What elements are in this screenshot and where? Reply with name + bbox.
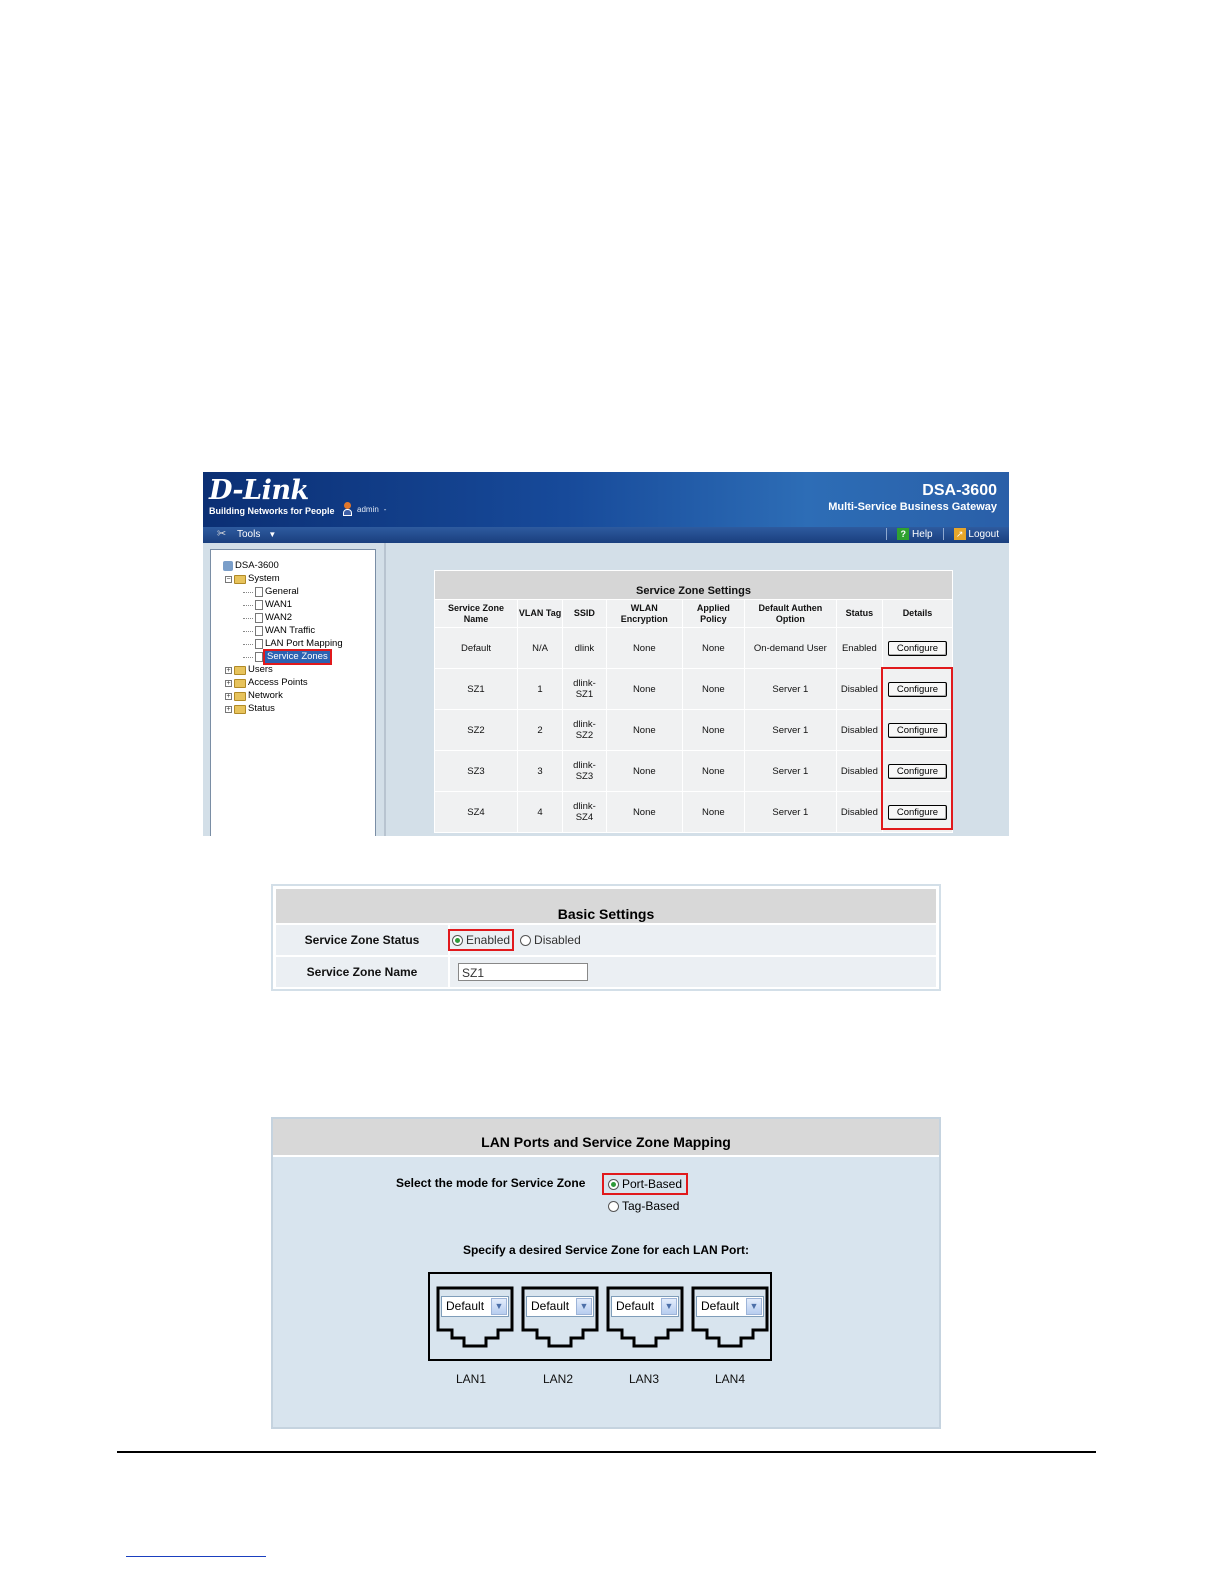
tree-item-label: Network [248,690,283,701]
configure-button[interactable]: Configure [888,723,947,738]
tree-status[interactable] [225,703,275,715]
product-info [828,481,997,514]
column-header: Applied Policy [682,600,744,628]
zone-status: Disabled [836,792,882,833]
lan1-zone-select[interactable] [441,1296,509,1317]
lan3-zone-select[interactable] [611,1296,679,1317]
expand-icon[interactable]: + [226,666,231,674]
name-label: Service Zone Name [276,957,450,987]
chevron-down-icon: ▼ [268,529,277,539]
dlink-logo [209,476,335,516]
zone-name: SZ1 [435,669,518,710]
navigation-tree [210,549,376,836]
wlan-encryption: None [606,751,682,792]
table-caption: Service Zone Settings [435,571,953,600]
zone-name: SZ3 [435,751,518,792]
mode-label: Select the mode for Service Zone [396,1176,586,1190]
lan3-port [606,1286,684,1350]
service-zone-name-row [276,955,936,987]
authen-option: On-demand User [744,628,836,669]
expand-icon[interactable]: + [226,692,231,700]
folder-icon [234,666,246,675]
enabled-option[interactable] [452,933,510,947]
help-link[interactable] [897,528,932,540]
footer-link-underline [126,1556,266,1557]
page-divider [117,1451,1096,1453]
chevron-down-icon: ▼ [746,1298,762,1315]
select-value: Default [531,1299,570,1313]
folder-icon [234,575,246,584]
tree-root[interactable] [223,560,279,572]
tag-based-radio[interactable] [608,1201,619,1212]
tree-root-label: DSA-3600 [235,560,279,571]
lan4-label: LAN4 [714,1372,746,1386]
folder-icon [234,705,246,714]
vlan-tag: N/A [518,628,563,669]
wlan-encryption: None [606,710,682,751]
zone-name: SZ2 [435,710,518,751]
configure-button[interactable]: Configure [888,805,947,820]
vlan-tag: 4 [518,792,563,833]
username: admin [357,504,379,514]
expand-icon[interactable]: + [226,705,231,713]
configure-button[interactable]: Configure [888,764,947,779]
zone-status: Disabled [836,669,882,710]
tree-item-lan-port-mapping[interactable] [241,638,343,650]
chevron-down-icon: ▼ [576,1298,592,1315]
ssid: dlink-SZ2 [563,710,607,751]
applied-policy: None [682,751,744,792]
zone-status: Disabled [836,710,882,751]
ssid: dlink-SZ4 [563,792,607,833]
zone-status: Disabled [836,751,882,792]
authen-option: Server 1 [744,669,836,710]
product-description: Multi-Service Business Gateway [828,501,997,513]
port-based-radio[interactable] [608,1179,619,1190]
port-based-label: Port-Based [622,1177,683,1191]
tree-item-label: WAN Traffic [265,625,316,636]
status-label: Service Zone Status [276,925,450,955]
page-icon [255,600,263,610]
basic-settings-title: Basic Settings [276,889,936,923]
specify-label: Specify a desired Service Zone for each LAN Port: [462,1243,750,1257]
tools-menu[interactable] [217,528,276,540]
lan1-label: LAN1 [455,1372,487,1386]
column-header: WLAN Encryption [606,600,682,628]
port-based-option[interactable] [606,1177,684,1191]
enabled-radio[interactable] [452,935,463,946]
tree-system-label: System [248,573,280,584]
tree-item-wan2[interactable] [241,612,292,624]
page-icon [255,613,263,623]
logout-link[interactable] [954,528,999,540]
tree-users[interactable] [225,664,273,676]
applied-policy: None [682,628,744,669]
select-value: Default [446,1299,485,1313]
table-row [435,751,953,792]
zone-status: Enabled [836,628,882,669]
column-header: Details [882,600,952,628]
tag-based-option[interactable] [606,1199,681,1213]
table-row [435,669,953,710]
tree-item-service-zones[interactable] [241,651,330,663]
page-icon [255,652,263,662]
page-icon [255,626,263,636]
vlan-tag: 2 [518,710,563,751]
column-header: Default Authen Option [744,600,836,628]
lan2-zone-select[interactable] [526,1296,594,1317]
enabled-label: Enabled [466,933,511,947]
table-header [435,600,953,628]
configure-highlight-box [881,667,953,830]
logo-brand: D-Link [209,475,309,506]
dlink-admin-screenshot [203,472,1009,836]
vlan-tag: 1 [518,669,563,710]
tree-access-points[interactable] [225,677,308,689]
product-model: DSA-3600 [922,482,997,499]
switch-diagram [428,1272,772,1361]
lan-mapping-panel [271,1117,941,1429]
zone-name-input[interactable]: SZ1 [458,963,588,981]
logout-label: Logout [968,529,999,540]
disabled-label: Disabled [534,933,581,947]
page-icon [255,639,263,649]
configure-button[interactable]: Configure [888,682,947,697]
ssid: dlink [563,628,607,669]
menu-bar [203,527,1009,543]
tree-item-wan1[interactable] [241,599,292,611]
wlan-encryption: None [606,669,682,710]
user-icon [343,502,352,516]
zone-name: SZ4 [435,792,518,833]
tag-based-label: Tag-Based [622,1199,680,1213]
applied-policy: None [682,710,744,751]
header-banner [203,472,1009,527]
logo-tagline: Building Networks for People [209,506,335,516]
authen-option: Server 1 [744,751,836,792]
collapse-icon[interactable]: − [226,575,231,583]
basic-settings-panel [271,884,941,991]
vlan-tag: 3 [518,751,563,792]
select-value: Default [616,1299,655,1313]
tree-item-label: Service Zones [267,651,328,662]
lan2-label: LAN2 [542,1372,574,1386]
ssid: dlink-SZ3 [563,751,607,792]
wlan-encryption: None [606,628,682,669]
logout-icon: ↗ [954,528,966,540]
lan-mapping-title: LAN Ports and Service Zone Mapping [273,1119,939,1157]
expand-icon[interactable]: + [226,679,231,687]
tree-network[interactable] [225,690,283,702]
tree-item-wan-traffic[interactable] [241,625,315,637]
column-header: VLAN Tag [518,600,563,628]
table-row [435,628,953,669]
folder-icon [234,679,246,688]
tree-system[interactable] [225,573,280,585]
tree-item-label: WAN1 [265,599,293,610]
page-icon [255,587,263,597]
tree-item-label: Access Points [248,677,308,688]
tree-item-label: General [265,586,299,597]
device-icon [223,561,233,571]
authen-option: Server 1 [744,710,836,751]
lan1-port [436,1286,514,1350]
service-zone-status-row [276,923,936,955]
folder-icon [234,692,246,701]
ssid: dlink-SZ1 [563,669,607,710]
help-label: Help [912,529,933,540]
lan2-port [521,1286,599,1350]
user-info: admin - [343,502,386,516]
tree-item-label: LAN Port Mapping [265,638,343,649]
help-icon: ? [897,528,909,540]
column-header: SSID [563,600,607,628]
tree-item-general[interactable] [241,586,299,598]
lan4-zone-select[interactable] [696,1296,764,1317]
authen-option: Server 1 [744,792,836,833]
service-zone-table [434,570,953,833]
tree-item-label: Status [248,703,275,714]
chevron-down-icon: ▼ [491,1298,507,1315]
select-value: Default [701,1299,740,1313]
tree-item-label: Users [248,664,273,675]
table-row [435,710,953,751]
tools-label: Tools [237,528,261,540]
chevron-down-icon: ▼ [661,1298,677,1315]
disabled-option[interactable] [520,933,581,947]
lan3-label: LAN3 [628,1372,660,1386]
tools-icon: ✂ [217,528,227,540]
applied-policy: None [682,792,744,833]
wlan-encryption: None [606,792,682,833]
zone-name: Default [435,628,518,669]
configure-button[interactable]: Configure [888,641,947,656]
disabled-radio[interactable] [520,935,531,946]
applied-policy: None [682,669,744,710]
column-header: Service Zone Name [435,600,518,628]
column-header: Status [836,600,882,628]
lan4-port [691,1286,769,1350]
table-row [435,792,953,833]
tree-item-label: WAN2 [265,612,293,623]
